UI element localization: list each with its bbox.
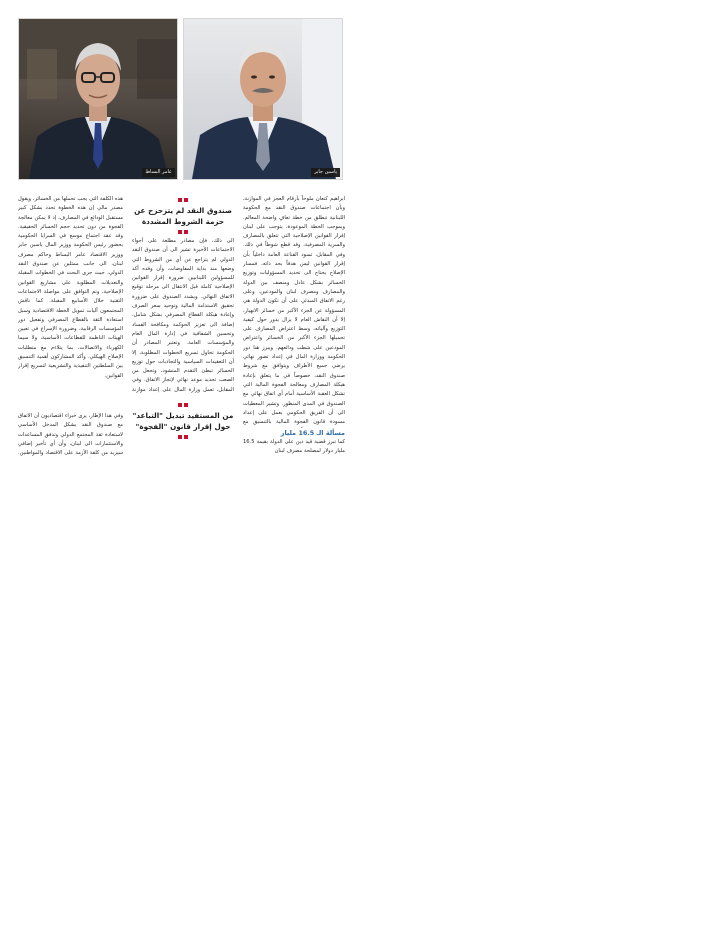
article-text: كما تبرز قضية قيد دين على الدولة بقيمة 16.5 مليار دولار لمصلحة مصرف لبنان: [243, 439, 345, 455]
photo-yassine-jaber: [183, 18, 343, 180]
section-subhead: مسألة الـ 16.5 مليار: [280, 429, 345, 437]
article-column-left: [18, 195, 123, 458]
section-ornament: [132, 403, 234, 407]
article-column-right: [243, 195, 345, 457]
section-ornament: [132, 435, 234, 439]
article-column-middle: [132, 195, 234, 442]
article-text: هذه الكلفة التي يجب تحملها من الخسائر، ويقول مصدر مالي إن هذه الخطوة تحدد بشكل كبير مستقبل الودائع في المصارف، إذ لا يمكن معالجة الفجوة من دون تحديد حجم الخسائر الحقيقية. وقد عقد اجتماع موسع في السرايا الحكومية بحضور رئيس الحكومة ووزير المال ياسين جابر ووزير الاقتصاد عامر البساط وحاكم مصرف لبنان، الى جانب ممثلين عن صندوق النقد الدولي، حيث جرى البحث في الخطوات المقبلة والتعديلات المطلوبة على مشاريع القوانين الإصلاحية، وتم التوافق على مواصلة الاجتماعات التقنية خلال الأسابيع المقبلة. كما ناقش المجتمعون آليات تمويل الخطة الاقتصادية وسبل استعادة الثقة بالقطاع المصرفي وتفعيل دور المؤسسات الرقابية، وضرورة الإسراع في تعيين الهيئات الناظمة للقطاعات الأساسية، ولا سيما الكهرباء والاتصالات، بما يتلاءم مع متطلبات الإصلاح الهيكلي. وأكد المشاركون أهمية التنسيق بين السلطتين التنفيذية والتشريعية لتسريع إقرار القوانين.: [18, 196, 123, 379]
portrait-amer-bisat: [19, 19, 177, 179]
article-text: الى ذلك، فإن مصادر مطلعة على أجواء الاجتماعات الأخيرة تشير الى أن صندوق النقد الدولي لم يتراجع عن أي من الشروط التي وضعها منذ بداية المفاوضات، وأن وفده أكد للمسؤولين اللبنانيين ضرورة إقرار القوانين الإصلاحية كاملة قبل الانتقال الى مرحلة توقيع الاتفاق النهائي. ويشدد الصندوق على ضرورة تحقيق الاستدامة المالية وتوحيد سعر الصرف وإعادة هيكلة القطاع المصرفي بشكل شامل، إضافة الى تعزيز الحوكمة ومكافحة الفساد وتحسين الشفافية في إدارة المال العام والمؤسسات العامة. وتعتبر المصادر أن الحكومة تحاول تسريع الخطوات المطلوبة، إلا أن التعقيدات السياسية والتجاذبات حول توزيع الخسائر تبطئ التقدم المنشود، وتجعل من الصعب تحديد موعد نهائي لإنجاز الاتفاق. وفي المقابل، تعمل وزارة المال على إعداد موازنة: [132, 238, 234, 393]
section-ornament: [132, 230, 234, 234]
section-ornament: [132, 198, 234, 202]
portrait-yassine-jaber: [184, 19, 342, 179]
section-subhead: صندوق النقد لم يتزحزح عن حزمة الشروط المشددة: [134, 206, 232, 226]
photo-amer-bisat: [18, 18, 178, 180]
article-text: وفي هذا الإطار، يرى خبراء اقتصاديون أن الاتفاق مع صندوق النقد يشكل المدخل الأساسي لاستعادة ثقة المجتمع الدولي وتدفق المساعدات والاستثمارات الى لبنان، وأن أي تأخير إضافي سيزيد من كلفة الأزمة على الاقتصاد والمواطنين.: [18, 413, 123, 457]
photo-caption-yassine-jaber: ياسين جابر: [311, 168, 340, 177]
photo-caption-amer-bisat: عامر البساط: [142, 168, 175, 177]
article-text: ابراهيم كنعان ملوحاً بأرقام العجز في الموازنة، وبأن اجتماعات صندوق النقد مع الحكومة اللبنانية تنطلق من خطة تعافٍ واضحة المعالم. وبموجب الخطة الموعودة، يتوجب على لبنان إقرار القوانين الإصلاحية التي تتعلق بالمصارف والسرية المصرفية، وقد قطع شوطاً في ذلك. وفي المقابل، تسود القناعة العامة داخلياً بأن إقرار القوانين ليس هدفاً بحد ذاته، فمسار الإصلاح يحتاج الى تحديد المسؤوليات وتوزيع الخسائر بشكل عادل ومنصف بين الدولة والمصارف ومصرف لبنان والمودعين. وعلى رغم الاتفاق المبدئي على أن تكون الدولة هي المسؤولة عن الجزء الأكبر من خسائر الانهيار، إلا أن النقاش العام لا يزال يدور حول كيفية التوزيع وآلياته، وسط اعتراض المصارف على تحميلها الجزء الأكبر من الخسائر واعتراض المودعين على شطب ودائعهم. ويبرز هنا دور الحكومة ووزارة المال في إعداد تصور نهائي يرضي جميع الأطراف ويتوافق مع شروط صندوق النقد، خصوصاً في ما يتعلق بإعادة هيكلة المصارف ومعالجة الفجوة المالية التي تشكل العقبة الأساسية أمام أي اتفاق نهائي مع الصندوق في المدى المنظور. وتشير المعطيات الى أن الفريق الحكومي يعمل على إعداد مسودة قانون الفجوة المالية بالتنسيق مع: [243, 196, 345, 426]
section-subhead: من المستفيد تبديل "التباعد" حول إقرار قانون "الفجوة": [132, 411, 234, 431]
